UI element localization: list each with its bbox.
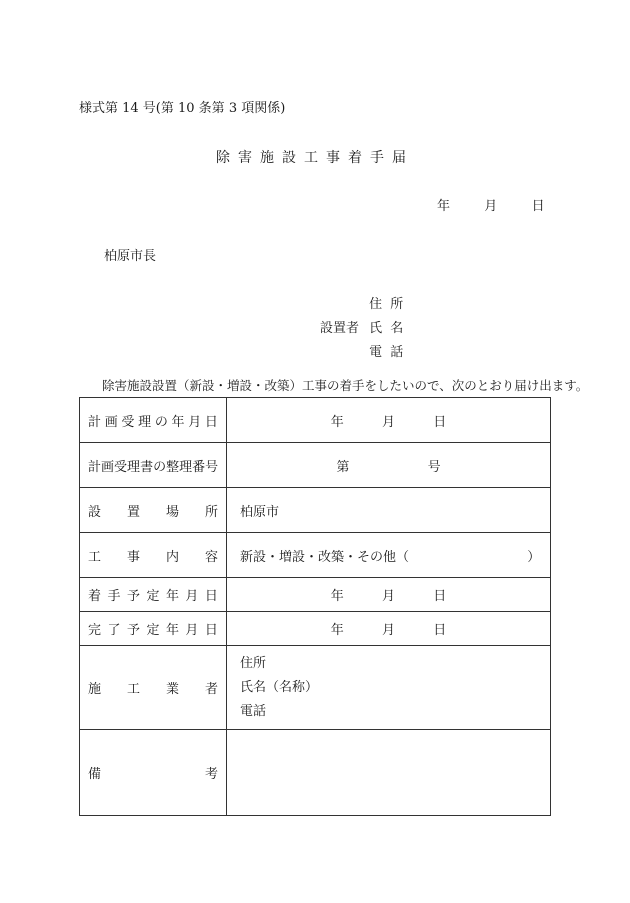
complete-date-field[interactable] [227,612,551,646]
label-char: 設 [88,504,102,520]
date-month-label: 月 [484,199,498,214]
applicant-block [320,293,409,365]
label-char: 整 [166,459,180,475]
row-label [80,646,227,730]
row-remarks [80,730,551,816]
plan-doc-number-field[interactable] [227,443,551,488]
label-work-content [88,546,218,565]
label-char: 定 [146,623,160,638]
row-location [80,488,551,533]
start-date-field[interactable] [227,578,551,612]
contractor-field[interactable] [227,646,551,730]
label-char: 置 [126,504,140,520]
label-char: 者 [204,682,218,697]
contractor-address-label: 住所 [240,655,267,671]
year-label: 年 [330,414,344,430]
label-char: 予 [126,623,140,638]
applicant-name-row [320,317,409,341]
year-label: 年 [330,589,344,604]
applicant-phone-row [320,341,409,365]
label-char: 備 [88,767,102,782]
label-char: 工 [126,682,140,697]
label-char: 着 [88,589,102,604]
remarks-field[interactable] [227,730,551,816]
label-char: の [153,459,167,475]
page-title: 除害施設工事着手届 [216,150,414,166]
row-contractor [80,646,551,730]
number-prefix: 第 [336,459,350,475]
label-char: 日 [204,589,218,604]
label-char: 理 [179,459,193,475]
row-work-content [80,533,551,578]
row-label [80,443,227,488]
row-plan-doc-number [80,443,551,488]
label-char: 内 [165,549,179,565]
row-label [80,612,227,646]
label-char: 業 [165,682,179,697]
label-char: 考 [204,767,218,782]
label-char: 年 [165,623,179,638]
label-char: の [154,414,168,430]
label-char: 定 [146,589,160,604]
row-complete-date [80,612,551,646]
label-start-date [88,585,218,604]
row-label [80,578,227,612]
contractor-name-label: 氏名（名称） [240,679,319,695]
number-suffix: 号 [427,459,441,475]
label-char: 受 [114,459,128,475]
label-char: 工 [88,549,102,565]
applicant-phone-label: 電 話 [369,345,406,360]
label-char: 事 [126,549,140,565]
label-char: 年 [165,589,179,604]
date-day-label: 日 [531,199,545,214]
day-label: 日 [433,623,447,638]
month-label: 月 [381,414,395,430]
row-label [80,488,227,533]
label-char: 容 [204,549,218,565]
label-char: 月 [188,414,202,430]
day-label: 日 [433,589,447,604]
day-label: 日 [433,414,447,430]
month-label: 月 [381,589,395,604]
label-char: 日 [204,623,218,638]
label-char: 番 [192,459,206,475]
label-char: 画 [101,459,115,475]
work-content-options: 新設・増設・改築・その他（ [240,549,410,565]
location-field[interactable]: 柏原市 [227,488,551,533]
label-char: 月 [185,589,199,604]
label-char: 受 [121,414,135,430]
label-char: 号 [205,459,219,475]
form-number: 様式第 14 号(第 10 条第 3 項関係) [79,101,286,116]
year-label: 年 [330,623,344,638]
label-char: 理 [138,414,152,430]
label-location [88,501,218,520]
form-table [79,397,551,816]
label-char: 施 [88,682,102,697]
label-remarks [88,763,218,782]
label-char: 理 [127,459,141,475]
label-char: 計 [88,459,102,475]
submission-date [437,195,545,214]
row-label [80,398,227,443]
applicant-name-label: 氏 名 [369,321,406,336]
label-char: 了 [107,623,121,638]
statement: 除害施設設置（新設・増設・改築）工事の着手をしたいので、次のとおり届け出ます。 [102,378,589,393]
label-char: 手 [107,589,121,604]
row-plan-accept-date [80,398,551,443]
label-char: 年 [171,414,185,430]
label-char: 画 [104,414,118,430]
row-label [80,730,227,816]
applicant-address-label: 住 所 [369,297,406,312]
label-contractor [88,678,218,697]
label-plan-doc-number [88,456,218,475]
addressee: 柏原市長 [104,249,157,264]
label-char: 書 [140,459,154,475]
date-year-label: 年 [437,199,451,214]
applicant-prefix: 設置者 [320,321,360,336]
label-char: 月 [185,623,199,638]
work-content-field[interactable] [227,533,551,578]
plan-accept-date-field[interactable] [227,398,551,443]
label-complete-date [88,619,218,638]
contractor-phone-label: 電話 [240,703,267,719]
label-char: 完 [88,623,102,638]
work-content-close: ） [527,549,541,565]
label-char: 日 [204,414,218,430]
row-start-date [80,578,551,612]
applicant-address-row [320,293,409,317]
label-char: 所 [204,504,218,520]
month-label: 月 [381,623,395,638]
label-char: 予 [126,589,140,604]
label-char: 場 [165,504,179,520]
label-plan-accept-date [88,411,218,430]
label-char: 計 [88,414,102,430]
row-label [80,533,227,578]
